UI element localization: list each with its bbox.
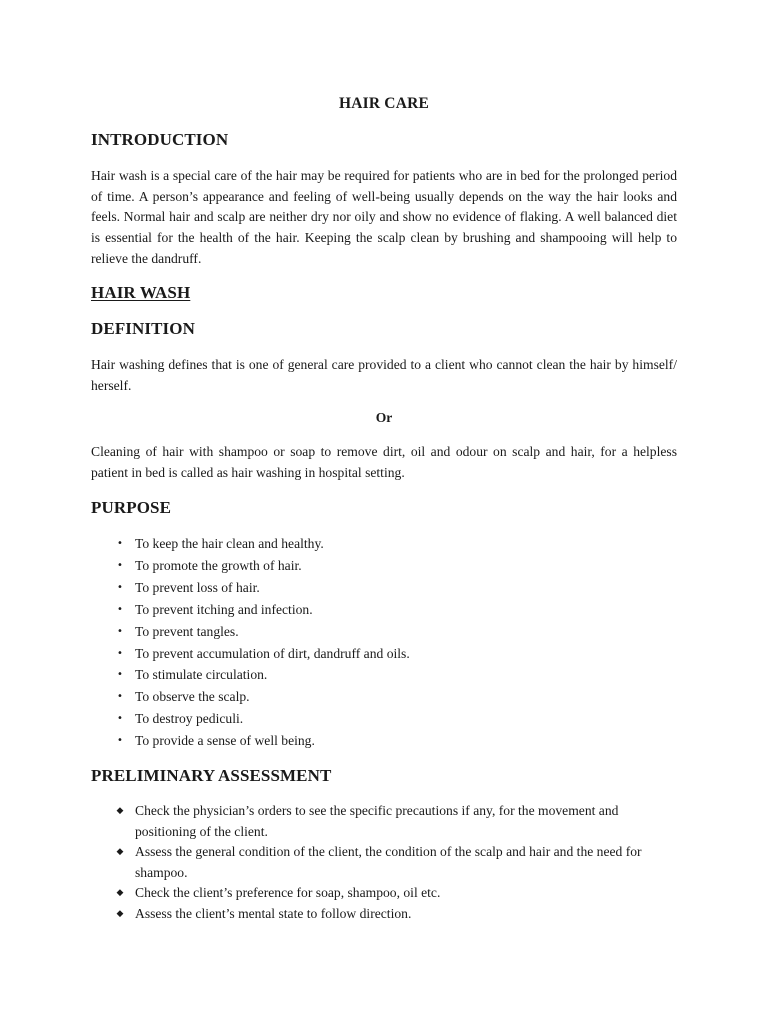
purpose-item: To keep the hair clean and healthy. bbox=[135, 536, 324, 551]
bullet-icon: • bbox=[117, 559, 123, 571]
purpose-item: To provide a sense of well being. bbox=[135, 733, 315, 749]
list-item bbox=[91, 577, 677, 599]
list-item bbox=[91, 555, 677, 577]
diamond-bullet-icon: ◆ bbox=[116, 908, 124, 919]
bullet-icon: • bbox=[117, 669, 123, 681]
bullet-icon: • bbox=[117, 603, 123, 615]
assessment-item: Check the client’s preference for soap, shampoo, oil etc. bbox=[135, 885, 441, 901]
purpose-item: To stimulate circulation. bbox=[135, 667, 268, 683]
bullet-icon: • bbox=[117, 538, 123, 549]
purpose-item: To prevent loss of hair. bbox=[135, 579, 260, 595]
list-item bbox=[91, 664, 677, 686]
bullet-icon: • bbox=[117, 735, 123, 747]
purpose-item: To observe the scalp. bbox=[135, 689, 250, 705]
purpose-item: To destroy pediculi. bbox=[135, 711, 244, 727]
definition-paragraph-1: Hair washing defines that is one of general care provided to a client who cannot clean the hair by himself/ herself. bbox=[91, 357, 677, 393]
assessment-list bbox=[91, 801, 677, 925]
diamond-bullet-icon: ◆ bbox=[116, 806, 124, 816]
assessment-item: Check the physician’s orders to see the specific precautions if any, for the movement and positioning of the client. bbox=[135, 803, 619, 839]
introduction-paragraph: Hair wash is a special care of the hair may be required for patients who are in bed for the prolonged period of time. A person’s appearance and feeling of well-being usually depends on the way the hair looks and feels. Normal hair and scalp are neither dry nor oily and show no evidence of flaking. A well balanced diet is essential for the health of the hair. Keeping the scalp clean by brushing and shampooing will help to relieve the dandruff. bbox=[91, 168, 677, 266]
list-item bbox=[91, 730, 677, 752]
list-item bbox=[91, 883, 677, 904]
bullet-icon: • bbox=[117, 581, 123, 593]
introduction-heading: INTRODUCTION bbox=[91, 130, 229, 149]
bullet-icon: • bbox=[117, 625, 123, 637]
bullet-icon: • bbox=[117, 713, 123, 725]
list-item bbox=[91, 643, 677, 665]
list-item bbox=[91, 842, 677, 883]
list-item bbox=[91, 801, 677, 842]
list-item bbox=[91, 708, 677, 730]
purpose-item: To prevent itching and infection. bbox=[135, 601, 313, 617]
bullet-icon: • bbox=[117, 647, 123, 659]
document-title: HAIR CARE bbox=[338, 95, 430, 112]
purpose-heading: PURPOSE bbox=[91, 498, 172, 517]
preliminary-assessment-heading: PRELIMINARY ASSESSMENT bbox=[91, 766, 332, 785]
diamond-bullet-icon: ◆ bbox=[116, 847, 124, 858]
assessment-item: Assess the general condition of the client, the condition of the scalp and hair and the need for shampoo. bbox=[135, 844, 642, 880]
list-item bbox=[91, 533, 677, 555]
diamond-bullet-icon: ◆ bbox=[116, 888, 124, 899]
purpose-list bbox=[91, 533, 677, 752]
hair-wash-heading: HAIR WASH bbox=[91, 283, 191, 302]
assessment-item: Assess the client’s mental state to follow direction. bbox=[135, 905, 412, 921]
definition-heading: DEFINITION bbox=[91, 319, 195, 338]
definition-paragraph-2: Cleaning of hair with shampoo or soap to remove dirt, oil and odour on scalp and hair, for a helpless patient in bed is called as hair washing in hospital setting. bbox=[91, 444, 677, 480]
list-item bbox=[91, 621, 677, 643]
purpose-item: To prevent tangles. bbox=[135, 623, 239, 639]
purpose-item: To promote the growth of hair. bbox=[135, 557, 302, 573]
or-separator: Or bbox=[375, 410, 393, 425]
purpose-item: To prevent accumulation of dirt, dandruff and oils. bbox=[135, 645, 410, 661]
list-item bbox=[91, 904, 677, 925]
list-item bbox=[91, 686, 677, 708]
list-item bbox=[91, 599, 677, 621]
bullet-icon: • bbox=[117, 691, 123, 703]
